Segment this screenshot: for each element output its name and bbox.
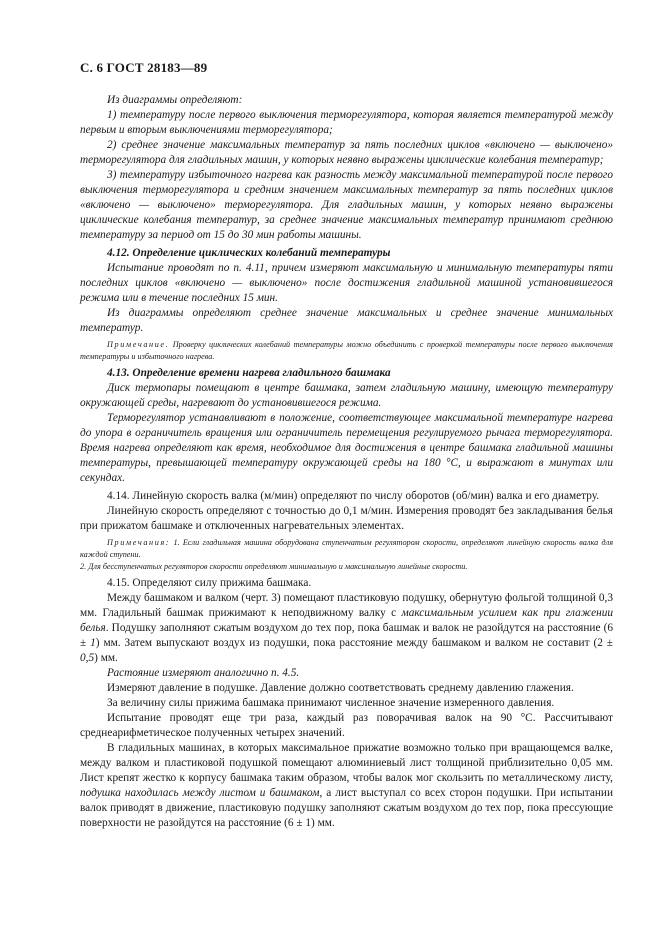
text-run-italic: подушка находилась между листом и башмаком (80, 787, 320, 799)
section-4-12-paragraph-1: Испытание проводят по п. 4.11, причем измеряют максимальную и минимальную температуры пяти последних циклов «включено — выключено» после достижения гладильной машиной установившегося режима или в течение последних 15 мин. (80, 262, 613, 304)
page-header: С. 6 ГОСТ 28183—89 (80, 60, 208, 75)
section-4-12-note (80, 339, 613, 363)
section-4-12-paragraph-2: Из диаграммы определяют среднее значение максимальных и среднее значение минимальных температур. (80, 307, 613, 334)
text-run: . Подушку заполняют сжатым воздухом до тех пор, пока башмак и валок не разойдутся на расстояние (6 ± (80, 622, 613, 649)
section-4-13-title: 4.13. Определение времени нагрева гладильного башмака (107, 367, 391, 379)
section-4-15-paragraph-6: Испытание проводят еще три раза, каждый раз поворачивая валок на 90 °С. Рассчитывают среднеарифметическое полученных четырех значений. (80, 712, 613, 739)
section-4-14-notes (80, 537, 613, 573)
diagram-intro: Из диаграммы определяют: (107, 94, 243, 106)
section-4-15-paragraph-3: Растояние измеряют аналогично п. 4.5. (107, 667, 300, 679)
text-run-italic: 0,5 (80, 652, 95, 664)
note-text-2: 2. Для бесступенчатых регуляторов скорости определяют минимальную и максимальную линейные скорости. (80, 562, 468, 571)
section-4-15-paragraph-4: Измеряют давление в подушке. Давление должно соответствовать среднему давлению глажения. (107, 682, 574, 694)
section-4-12-title: 4.12. Определение циклических колебаний температуры (107, 247, 391, 259)
section-4-14-paragraph-2: Линейную скорость определяют с точностью до 0,1 м/мин. Измерения проводят без закладывания белья при прижатом башмаке и отключенных нагревательных элементах. (80, 505, 613, 532)
section-4-15-paragraph-5: За величину силы прижима башмака принимают численное значение измеренного давления. (107, 697, 555, 709)
section-4-15-paragraph-1: 4.15. Определяют силу прижима башмака. (107, 577, 312, 589)
text-run: Между башмаком и валком (черт. 3) помещают пластиковую подушку, обернутую фольгой толщиной 0,3 мм. Гладильный башмак прижимают к неподвижному валку с (80, 592, 613, 619)
diagram-item-1: 1) температуру после первого выключения терморегулятора, которая является температурой между первым и вторым выключениями терморегулятора; (80, 109, 613, 136)
text-run: , а лист выступал со всех сторон подушки. При испытании валок приводят в движение, пластиковую подушку заполняют сжатым воздухом до тех пор, пока прессующие поверхности не разойдутся на расстояние (6 ± 1) мм. (80, 787, 613, 829)
diagram-item-3: 3) температуру избыточного нагрева как разность между максимальной температурой после первого выключения терморегулятора и средним значением максимальных температур за пять последних циклов «включено — выключено» терморегулятора. Для гладильных машин, у которых неявно выражены циклические колебания температур, за среднее значение максимальных температур принимают среднюю температуру за период от 15 до 30 мин работы машины. (80, 169, 613, 241)
note-label: Примечание. (107, 340, 170, 349)
text-run-italic: 1 (90, 637, 96, 649)
text-run-italic: максимальным усилием как при глажении белья (80, 607, 613, 634)
section-4-15-paragraph-2 (80, 591, 613, 666)
section-4-13-paragraph-1: Диск термопары помещают в центре башмака, затем гладильную машину, имеющую температуру окружающей среды, нагревают до установившегося режима. (80, 382, 613, 409)
document-body (80, 93, 613, 831)
section-4-14-paragraph-1: 4.14. Линейную скорость валка (м/мин) определяют по числу оборотов (об/мин) валка и его диаметру. (107, 490, 600, 502)
section-4-13-paragraph-2: Терморегулятор устанавливают в положение, соответствующее максимальной температуре нагрева до упора в ограничитель вращения или ограничитель перемещения регулируемого рычага терморегулятора. Время нагрева определяют как время, необходимое для достижения в центре башмака гладильной машины температуры, превышающей температуру окружающей среды на 180 °С, и выражают в минутах или секундах. (80, 412, 613, 484)
text-run: В гладильных машинах, в которых максимальное прижатие возможно только при вращающемся валке, между валком и пластиковой подушкой помещают алюминиевый лист толщиной приблизительно 0,05 мм. Лист крепят жестко к корпусу башмака таким образом, чтобы валок мог скользить по металлическому листу, (80, 742, 613, 784)
diagram-item-2: 2) среднее значение максимальных температур за пять последних циклов «включено — выключено» терморегулятора для гладильных машин, у которых неявно выражены циклические колебания температур; (80, 139, 613, 166)
notes-label: Примечания: (107, 538, 171, 547)
text-run: ) мм. Затем выпускают воздух из подушки, пока расстояние между башмаком и валком не составит (2 ± (95, 637, 613, 649)
text-run: ) мм. (94, 652, 118, 664)
note-text: Проверку циклических колебаний температуры можно объединить с проверкой температуры после первого выключения температуры и избыточного нагрева. (80, 340, 613, 361)
section-4-15-paragraph-7 (80, 741, 613, 831)
note-text-1: 1. Если гладильная машина оборудована ступенчатым регулятором скорости, определяют линейную скорость валка для каждой ступени. (80, 538, 613, 559)
